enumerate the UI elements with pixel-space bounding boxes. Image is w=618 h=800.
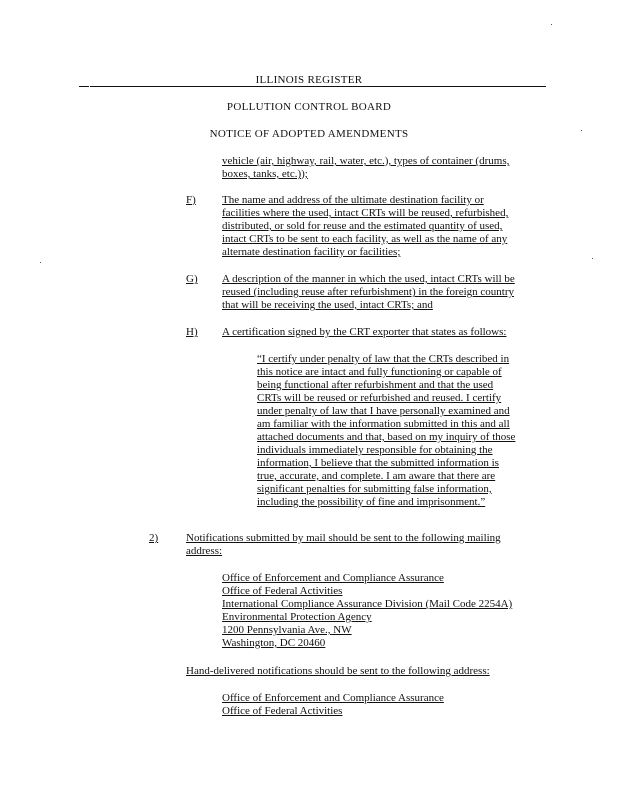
item-f-line: intact CRTs to be sent to each facility, as well as the name of any xyxy=(222,233,508,245)
scan-speck xyxy=(592,258,593,259)
certification-line: attached documents and that, based on my inquiry of those xyxy=(257,431,516,443)
register-title: ILLINOIS REGISTER xyxy=(255,74,363,86)
hand-address-line: Office of Federal Activities xyxy=(222,705,343,717)
mail-address-line: Office of Enforcement and Compliance Assurance xyxy=(222,572,444,584)
item-g-line: reused (including reuse after refurbishment) in the foreign country xyxy=(222,286,515,298)
item-g-line: A description of the manner in which the used, intact CRTs will be xyxy=(222,273,515,285)
mail-address-line: Washington, DC 20460 xyxy=(222,637,326,649)
item-2-line: Notifications submitted by mail should be sent to the following mailing xyxy=(186,532,501,544)
item-2-marker: 2) xyxy=(149,532,159,544)
item-f-line: The name and address of the ultimate destination facility or xyxy=(222,194,484,206)
certification-line: true, accurate, and complete. I am aware that there are xyxy=(257,470,496,482)
certification-line: being functional after refurbishment and that the used xyxy=(257,379,494,391)
certification-line: individuals immediately responsible for obtaining the xyxy=(257,444,493,456)
certification-line: including the possibility of fine and imprisonment.” xyxy=(257,496,486,508)
mail-address-line: 1200 Pennsylvania Ave., NW xyxy=(222,624,352,636)
certification-line: this notice are intact and fully functioning or capable of xyxy=(257,366,502,378)
certification-line: am familiar with the information submitted in this and all xyxy=(257,418,510,430)
item-f-line: distributed, or sold for reuse and the estimated quantity of used, xyxy=(222,220,503,232)
certification-line: significant penalties for submitting false information, xyxy=(257,483,492,495)
item-g-line: that will be receiving the used, intact CRTs; and xyxy=(222,299,433,311)
item-g-marker: G) xyxy=(186,273,198,285)
item-2-line: address: xyxy=(186,545,223,557)
item-f-line: facilities where the used, intact CRTs will be reused, refurbished, xyxy=(222,207,509,219)
item-f-marker: F) xyxy=(186,194,196,206)
continuation-line: vehicle (air, highway, rail, water, etc.), types of container (drums, xyxy=(222,155,510,167)
mail-address-line: International Compliance Assurance Division (Mail Code 2254A) xyxy=(222,598,513,610)
certification-line: information, I believe that the submitted information is xyxy=(257,457,499,469)
hand-delivered-instruction: Hand-delivered notifications should be sent to the following address: xyxy=(186,665,490,677)
mail-address-line: Environmental Protection Agency xyxy=(222,611,372,623)
certification-line: “I certify under penalty of law that the CRTs described in xyxy=(257,353,510,365)
item-h-marker: H) xyxy=(186,326,198,338)
certification-line: under penalty of law that I have personally examined and xyxy=(257,405,510,417)
board-title: POLLUTION CONTROL BOARD xyxy=(226,101,392,113)
item-h-line: A certification signed by the CRT exporter that states as follows: xyxy=(222,326,507,338)
certification-line: CRTs will be reused or refurbished and reused. I certify xyxy=(257,392,502,404)
continuation-line: boxes, tanks, etc.)); xyxy=(222,168,308,180)
hand-address-line: Office of Enforcement and Compliance Assurance xyxy=(222,692,444,704)
item-f-line: alternate destination facility or facilities; xyxy=(222,246,401,258)
scan-speck xyxy=(40,262,41,263)
scan-speck xyxy=(551,24,552,25)
mail-address-line: Office of Federal Activities xyxy=(222,585,343,597)
notice-title: NOTICE OF ADOPTED AMENDMENTS xyxy=(209,128,409,140)
